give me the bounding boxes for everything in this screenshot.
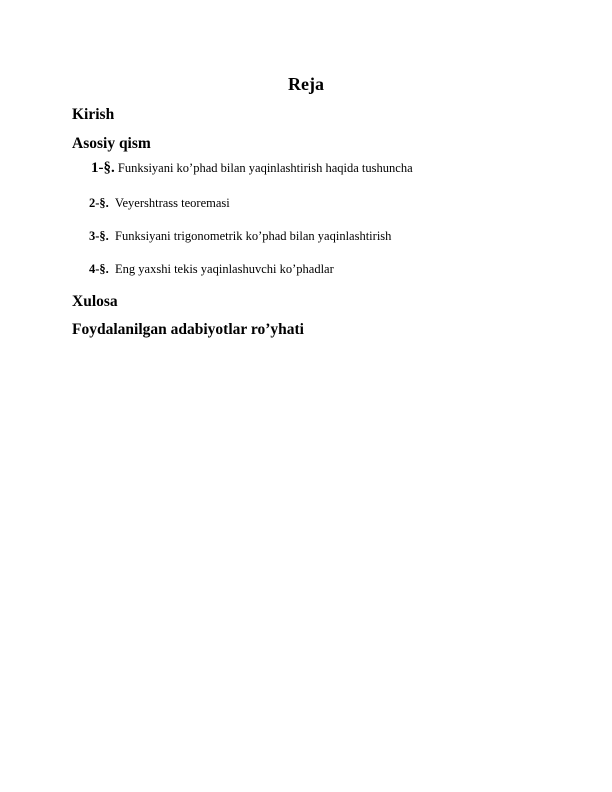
section-title: Funksiyani trigonometrik ko’phad bilan yaqinlashtirish [115,229,392,243]
heading-references: Foydalanilgan adabiyotlar ro’yhati [72,321,304,338]
section-number: 3-§. [89,229,109,243]
section-item [89,196,230,211]
section-number: 2-§. [89,196,109,210]
section-item [89,229,391,244]
section-title: Veyershtrass teoremasi [114,196,230,210]
section-item [89,262,334,277]
section-number: 1-§. [91,160,115,176]
section-item [91,160,413,177]
section-number: 4-§. [89,262,109,276]
heading-conclusion: Xulosa [72,293,118,310]
section-title: Funksiyani ko’phad bilan yaqinlashtirish haqida tushuncha [117,161,413,175]
section-title: Eng yaxshi tekis yaqinlashuvchi ko’phadlar [115,262,334,276]
heading-main-part: Asosiy qism [72,135,151,152]
heading-intro: Kirish [72,106,115,123]
page-title: Reja [288,74,324,94]
